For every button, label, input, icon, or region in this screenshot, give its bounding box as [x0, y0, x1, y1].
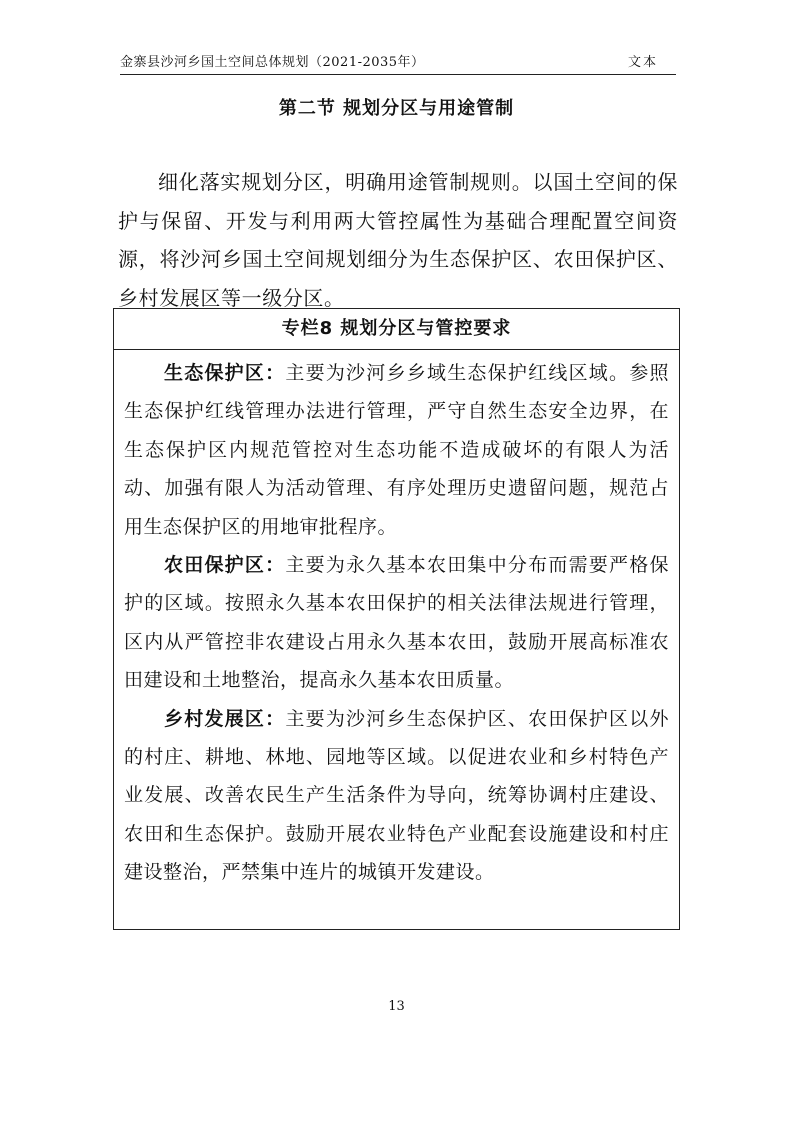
box-title: 专栏8 规划分区与管控要求 [114, 309, 679, 350]
ecological-protection-zone-text: 主要为沙河乡乡域生态保护红线区域。参照生态保护红线管理办法进行管理，严守自然生态安全边界，在生态保护区内规范管控对生态功能不造成破坏的有限人为活动、加强有限人为活动管理、有序处理历史遗留问题，规范占用生态保护区的用地审批程序。 [124, 362, 669, 538]
zoning-requirements-box [113, 308, 680, 930]
farmland-protection-zone-paragraph [124, 546, 669, 700]
box-body [114, 350, 679, 892]
rural-development-zone-term: 乡村发展区： [164, 707, 286, 730]
page-header [120, 52, 676, 75]
farmland-protection-zone-term: 农田保护区： [164, 554, 286, 577]
rural-development-zone-text: 主要为沙河乡生态保护区、农田保护区以外的村庄、耕地、林地、园地等区域。以促进农业和乡村特色产业发展、改善农民生产生活条件为导向，统筹协调村庄建设、农田和生态保护。鼓励开展农业特色产业配套设施建设和村庄建设整治，严禁集中连片的城镇开发建设。 [124, 707, 669, 884]
rural-development-zone-paragraph [124, 700, 669, 892]
intro-paragraph: 细化落实规划分区，明确用途管制规则。以国土空间的保护与保留、开发与利用两大管控属性为基础合理配置空间资源，将沙河乡国土空间规划细分为生态保护区、农田保护区、乡村发展区等一级分区。 [118, 170, 678, 310]
ecological-protection-zone-term: 生态保护区： [164, 362, 286, 384]
document-type-label: 文本 [627, 55, 658, 70]
page-number: 13 [388, 999, 405, 1014]
section-title: 第二节 规划分区与用途管制 [278, 98, 515, 119]
farmland-protection-zone-text: 主要为永久基本农田集中分布而需要严格保护的区域。按照永久基本农田保护的相关法律法规进行管理，区内从严管控非农建设占用永久基本农田，鼓励开展高标准农田建设和土地整治，提高永久基本农田质量。 [124, 554, 669, 692]
document-title: 金寨县沙河乡国土空间总体规划（2021-2035年） [120, 55, 425, 70]
ecological-protection-zone-paragraph [124, 354, 669, 546]
